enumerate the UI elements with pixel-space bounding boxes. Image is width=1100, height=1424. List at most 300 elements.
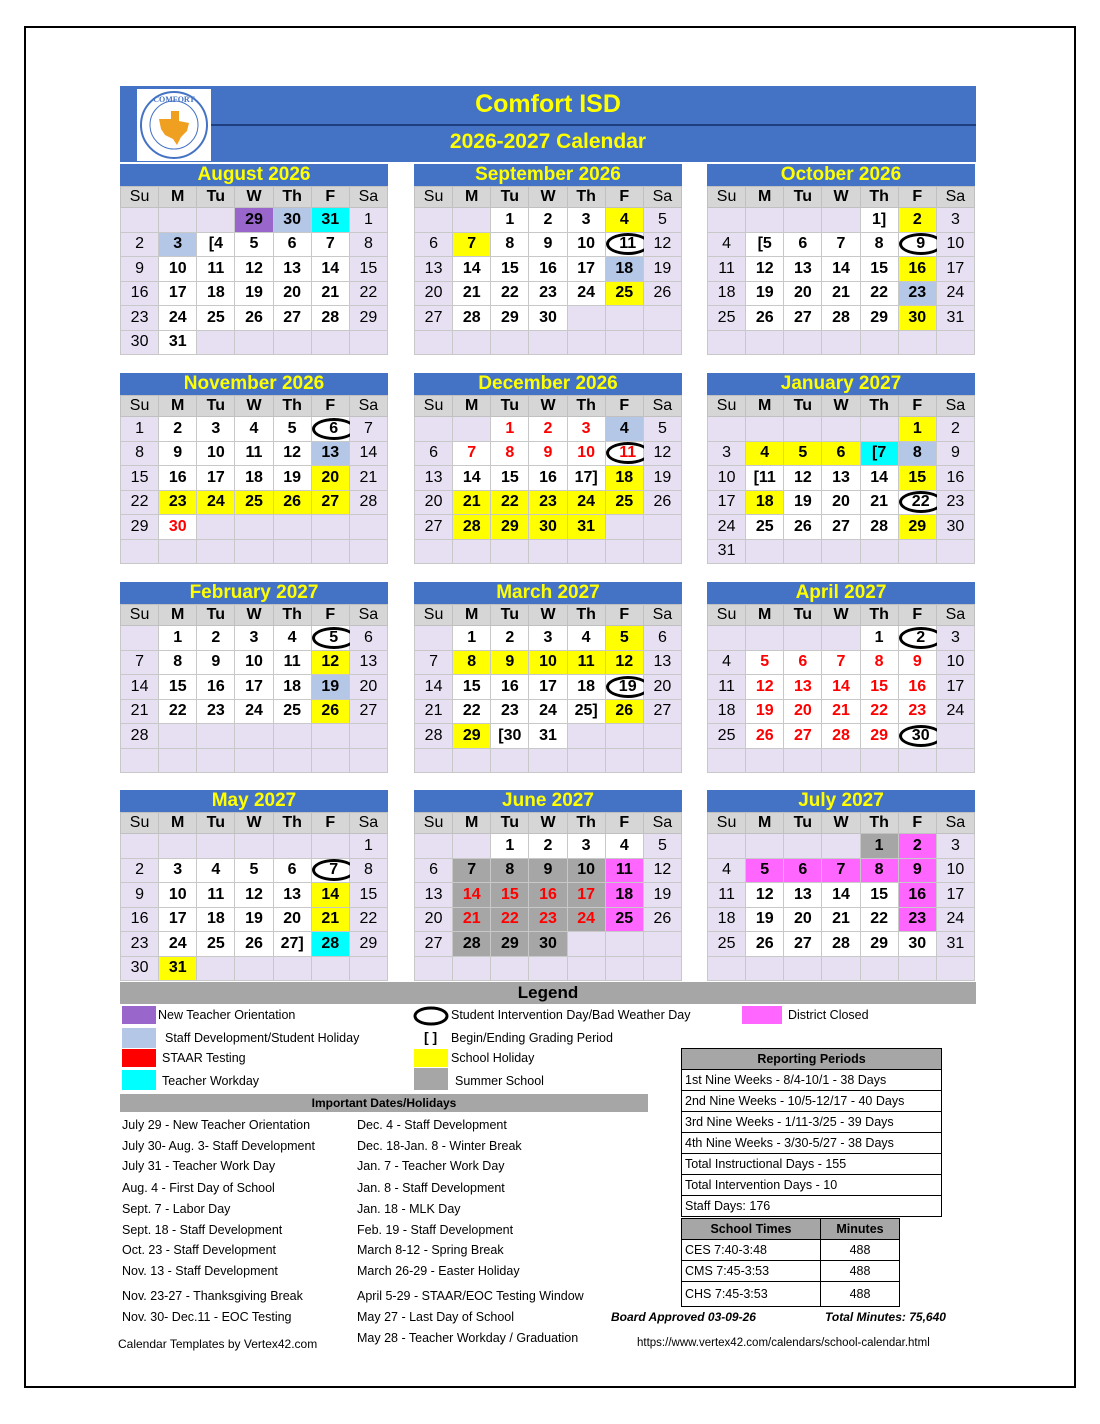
important-date: Dec. 4 - Staff Development — [357, 1118, 507, 1132]
empty-day-cell — [822, 626, 860, 651]
day-number: 23 — [946, 493, 965, 511]
day-cell — [898, 675, 936, 700]
day-number: 12 — [653, 861, 672, 879]
day-cell — [529, 883, 567, 908]
day-number: 19 — [321, 677, 340, 695]
day-cell — [746, 515, 784, 540]
day-number: 27 — [832, 517, 850, 535]
day-cell — [415, 466, 453, 491]
day-number: 15 — [908, 468, 927, 486]
day-number: 11 — [718, 677, 735, 695]
day-number: 20 — [424, 910, 443, 928]
day-cell — [898, 306, 936, 331]
day-cell — [708, 281, 746, 306]
day-number: 18 — [717, 284, 736, 302]
day-number: 29 — [500, 517, 519, 535]
day-cell — [605, 699, 643, 724]
empty-day-cell — [197, 330, 235, 355]
day-number: 2 — [543, 419, 553, 437]
day-cell — [567, 466, 605, 491]
day-cell — [311, 441, 349, 466]
weekday-header: F — [311, 605, 349, 626]
day-cell — [936, 650, 974, 675]
day-number: 9 — [950, 444, 960, 462]
important-date: April 5-29 - STAAR/EOC Testing Window — [357, 1289, 584, 1303]
day-number: 29 — [130, 517, 149, 535]
empty-day-cell — [415, 626, 453, 651]
empty-day-cell — [643, 330, 681, 355]
day-cell — [529, 306, 567, 331]
day-cell — [415, 699, 453, 724]
day-cell — [784, 907, 822, 932]
day-cell — [567, 281, 605, 306]
day-number: 27] — [280, 934, 304, 952]
day-cell — [491, 232, 529, 257]
day-cell — [898, 232, 936, 257]
weekday-header: W — [529, 396, 567, 417]
day-cell — [746, 257, 784, 282]
day-cell — [605, 626, 643, 651]
day-cell — [567, 675, 605, 700]
important-date: Sept. 18 - Staff Development — [122, 1223, 283, 1237]
source-url[interactable]: https://www.vertex42.com/calendars/school-calendar.html — [637, 1337, 930, 1349]
day-cell — [936, 834, 974, 859]
weekday-header: Su — [121, 813, 159, 834]
day-number: 25 — [206, 308, 225, 326]
day-cell — [415, 306, 453, 331]
day-cell — [349, 699, 387, 724]
weekday-header: M — [159, 187, 197, 208]
day-cell — [197, 907, 235, 932]
empty-day-cell — [567, 306, 605, 331]
day-cell — [159, 515, 197, 540]
day-cell — [273, 208, 311, 233]
day-number: 7 — [836, 653, 846, 671]
day-cell — [605, 650, 643, 675]
day-cell — [746, 232, 784, 257]
weekday-header: Su — [415, 813, 453, 834]
empty-day-cell — [235, 834, 273, 859]
day-cell — [567, 441, 605, 466]
day-number: 16 — [500, 677, 519, 695]
day-cell — [197, 281, 235, 306]
day-number: 16 — [908, 885, 927, 903]
day-cell — [453, 932, 491, 957]
day-cell — [121, 699, 159, 724]
day-cell — [860, 883, 898, 908]
day-number: 25] — [574, 702, 598, 720]
day-number: 2 — [211, 628, 221, 646]
day-cell — [860, 490, 898, 515]
day-number: 1 — [874, 836, 884, 854]
day-cell — [746, 490, 784, 515]
empty-day-cell — [708, 330, 746, 355]
day-cell — [529, 208, 567, 233]
day-number: 6 — [836, 444, 846, 462]
day-number: 24 — [245, 702, 263, 720]
day-cell — [936, 441, 974, 466]
day-cell — [235, 883, 273, 908]
empty-day-cell — [529, 330, 567, 355]
day-cell — [567, 907, 605, 932]
day-cell — [121, 858, 159, 883]
day-cell — [605, 208, 643, 233]
day-cell — [121, 956, 159, 981]
day-number: 1 — [912, 419, 922, 437]
day-number: 13 — [424, 468, 443, 486]
day-number: 5 — [287, 419, 297, 437]
empty-day-cell — [273, 834, 311, 859]
day-number: 15 — [359, 259, 378, 277]
day-number: 14 — [870, 468, 889, 486]
day-cell — [936, 883, 974, 908]
day-number: 2 — [135, 235, 145, 253]
empty-day-cell — [491, 330, 529, 355]
day-number: 27 — [793, 308, 812, 326]
weekday-header: Su — [121, 187, 159, 208]
day-number: 9 — [505, 653, 515, 671]
day-number: 4 — [619, 419, 629, 437]
day-number: 6 — [798, 861, 808, 879]
weekday-header: Sa — [936, 187, 974, 208]
day-cell — [936, 932, 974, 957]
minutes-cell: 488 — [821, 1240, 900, 1261]
day-number: 17 — [168, 284, 187, 302]
day-number: 27 — [283, 308, 302, 326]
day-number: 14 — [462, 259, 481, 277]
day-cell — [349, 883, 387, 908]
day-number: 7 — [325, 235, 335, 253]
day-number: 1 — [363, 210, 373, 228]
month-title: May 2027 — [120, 790, 388, 812]
day-number: 2 — [135, 861, 145, 879]
day-cell — [491, 466, 529, 491]
day-number: 8 — [467, 653, 477, 671]
day-cell — [159, 330, 197, 355]
day-cell — [197, 466, 235, 491]
weekday-header: Tu — [491, 187, 529, 208]
day-cell — [936, 232, 974, 257]
day-cell — [121, 650, 159, 675]
day-number: 13 — [653, 653, 672, 671]
day-number: 13 — [283, 885, 302, 903]
empty-day-cell — [822, 330, 860, 355]
day-number: 28 — [321, 308, 340, 326]
day-number: 1 — [467, 628, 477, 646]
day-cell — [708, 883, 746, 908]
day-cell — [235, 675, 273, 700]
day-number: 20 — [321, 468, 340, 486]
day-cell — [197, 699, 235, 724]
day-number: 11 — [606, 442, 650, 464]
day-number: 10 — [577, 235, 596, 253]
day-number: 29 — [870, 308, 889, 326]
day-cell — [197, 306, 235, 331]
day-number: 8 — [505, 861, 515, 879]
day-cell — [491, 208, 529, 233]
important-date: July 31 - Teacher Work Day — [122, 1159, 276, 1173]
empty-day-cell — [197, 956, 235, 981]
day-number: 6 — [798, 653, 808, 671]
empty-day-cell — [643, 932, 681, 957]
day-cell — [746, 675, 784, 700]
day-number: 3 — [249, 628, 259, 646]
empty-day-cell — [708, 208, 746, 233]
day-cell — [311, 466, 349, 491]
day-number: 24 — [577, 284, 596, 302]
weekday-header: Su — [708, 605, 746, 626]
day-cell — [898, 724, 936, 749]
weekday-header: Su — [708, 396, 746, 417]
day-cell — [605, 883, 643, 908]
day-cell — [273, 907, 311, 932]
day-number: 18 — [615, 468, 634, 486]
day-number: 28 — [462, 934, 481, 952]
day-number: 3 — [581, 836, 591, 854]
day-number: 5 — [619, 628, 629, 646]
day-number: 13 — [359, 653, 378, 671]
day-cell — [643, 232, 681, 257]
day-cell — [121, 515, 159, 540]
day-number: 22 — [870, 284, 889, 302]
weekday-header: W — [822, 605, 860, 626]
weekday-header: M — [159, 605, 197, 626]
weekday-header: Th — [273, 605, 311, 626]
day-cell — [567, 650, 605, 675]
empty-day-cell — [784, 748, 822, 773]
day-number: [4 — [208, 235, 223, 253]
day-number: 13 — [283, 259, 302, 277]
school-times-header: School Times — [682, 1219, 821, 1240]
day-number: 25 — [615, 910, 634, 928]
empty-day-cell — [273, 515, 311, 540]
empty-day-cell — [311, 539, 349, 564]
day-number: 27 — [321, 493, 340, 511]
day-cell — [822, 883, 860, 908]
day-cell — [311, 883, 349, 908]
day-cell — [708, 441, 746, 466]
day-cell — [453, 650, 491, 675]
month-title: June 2027 — [414, 790, 682, 812]
day-number: 17 — [946, 259, 965, 277]
day-number: 23 — [908, 702, 927, 720]
district-logo — [137, 89, 211, 161]
weekday-header: F — [605, 813, 643, 834]
day-number: 17 — [946, 677, 965, 695]
day-cell — [784, 441, 822, 466]
day-number: 10 — [168, 885, 187, 903]
day-number: 30 — [946, 517, 965, 535]
day-number: [30 — [498, 726, 522, 744]
empty-day-cell — [605, 306, 643, 331]
empty-day-cell — [415, 834, 453, 859]
day-number: 17 — [245, 677, 263, 695]
empty-day-cell — [936, 956, 974, 981]
weekday-header: Th — [567, 605, 605, 626]
day-number: [11 — [753, 468, 776, 486]
weekday-header: Sa — [349, 813, 387, 834]
day-cell — [415, 515, 453, 540]
day-number: 9 — [899, 233, 943, 255]
day-cell — [936, 306, 974, 331]
day-cell — [491, 306, 529, 331]
day-number: 15 — [359, 885, 378, 903]
day-number: 27 — [653, 702, 672, 720]
day-cell — [491, 699, 529, 724]
weekday-header: F — [898, 187, 936, 208]
day-number: 22 — [130, 493, 149, 511]
day-number: 9 — [912, 861, 922, 879]
circle-legend-icon — [412, 1005, 450, 1027]
weekday-header: Th — [567, 396, 605, 417]
day-number: 25 — [755, 517, 774, 535]
day-number: 6 — [429, 861, 439, 879]
day-cell — [415, 907, 453, 932]
day-number: 24 — [946, 910, 965, 928]
day-cell — [415, 883, 453, 908]
weekday-header: Th — [273, 813, 311, 834]
empty-day-cell — [567, 748, 605, 773]
month-title: September 2026 — [414, 164, 682, 186]
day-cell — [235, 907, 273, 932]
weekday-header: M — [746, 813, 784, 834]
legend-summer-school: Summer School — [455, 1074, 544, 1088]
day-number: 29 — [359, 308, 378, 326]
day-number: 8 — [363, 861, 373, 879]
day-number: 5 — [657, 419, 667, 437]
day-cell — [860, 515, 898, 540]
day-number: 19 — [653, 468, 672, 486]
day-number: 4 — [619, 836, 629, 854]
reporting-row: Staff Days: 176 — [682, 1196, 942, 1217]
day-cell — [605, 858, 643, 883]
empty-day-cell — [605, 932, 643, 957]
reporting-row: Total Instructional Days - 155 — [682, 1154, 942, 1175]
day-number: 9 — [543, 444, 553, 462]
empty-day-cell — [453, 748, 491, 773]
day-number: 6 — [429, 235, 439, 253]
important-date: Feb. 19 - Staff Development — [357, 1223, 514, 1237]
day-cell — [708, 675, 746, 700]
day-number: 8 — [505, 444, 515, 462]
day-cell — [159, 675, 197, 700]
important-date: Jan. 18 - MLK Day — [357, 1202, 461, 1216]
day-number: 29 — [500, 308, 519, 326]
day-number: 15 — [500, 468, 519, 486]
calendar-header — [120, 86, 976, 162]
day-cell — [898, 907, 936, 932]
day-number: 21 — [832, 284, 850, 302]
day-cell — [235, 699, 273, 724]
day-number: 21 — [462, 910, 481, 928]
empty-day-cell — [159, 834, 197, 859]
day-cell — [529, 650, 567, 675]
day-cell — [197, 626, 235, 651]
weekday-header: Su — [708, 187, 746, 208]
day-number: 10 — [946, 861, 965, 879]
weekday-header: Sa — [349, 187, 387, 208]
day-cell — [453, 441, 491, 466]
weekday-header: Th — [273, 187, 311, 208]
weekday-header: F — [311, 813, 349, 834]
day-cell — [235, 417, 273, 442]
day-cell — [936, 626, 974, 651]
day-cell — [235, 208, 273, 233]
empty-day-cell — [860, 956, 898, 981]
empty-day-cell — [708, 956, 746, 981]
day-number: 10 — [539, 653, 557, 671]
day-cell — [708, 257, 746, 282]
day-number: 13 — [424, 259, 443, 277]
day-number: 21 — [832, 910, 850, 928]
day-cell — [273, 490, 311, 515]
day-number: 26 — [755, 308, 774, 326]
day-number: 20 — [793, 702, 812, 720]
day-number: [7 — [872, 444, 887, 462]
day-cell — [860, 626, 898, 651]
empty-day-cell — [605, 956, 643, 981]
day-cell — [121, 675, 159, 700]
day-number: 15 — [870, 677, 889, 695]
day-cell — [159, 858, 197, 883]
day-number: 24 — [168, 308, 187, 326]
day-number: 30 — [283, 210, 302, 228]
day-cell — [860, 932, 898, 957]
day-cell — [491, 441, 529, 466]
day-number: 15 — [870, 259, 889, 277]
day-number: 7 — [836, 861, 846, 879]
swatch-summer-school — [414, 1068, 448, 1090]
day-cell — [708, 907, 746, 932]
day-number: 31 — [946, 308, 965, 326]
day-number: 19 — [755, 910, 774, 928]
day-cell — [273, 417, 311, 442]
empty-day-cell — [708, 748, 746, 773]
weekday-header: M — [453, 396, 491, 417]
empty-day-cell — [746, 208, 784, 233]
day-cell — [311, 232, 349, 257]
day-cell — [746, 650, 784, 675]
day-number: 14 — [321, 259, 340, 277]
day-cell — [605, 490, 643, 515]
weekday-header: Tu — [784, 396, 822, 417]
day-cell — [311, 650, 349, 675]
svg-text:COMFORT: COMFORT — [153, 95, 195, 104]
empty-day-cell — [273, 330, 311, 355]
important-date: Dec. 18-Jan. 8 - Winter Break — [357, 1139, 522, 1153]
day-number: 20 — [793, 910, 812, 928]
day-cell — [311, 675, 349, 700]
day-cell — [860, 208, 898, 233]
day-cell — [822, 281, 860, 306]
day-number: 22 — [870, 702, 889, 720]
empty-day-cell — [311, 748, 349, 773]
day-number: 2 — [912, 210, 922, 228]
empty-day-cell — [860, 748, 898, 773]
day-number: 12 — [283, 444, 302, 462]
day-cell — [643, 858, 681, 883]
day-cell — [860, 441, 898, 466]
day-number: 11 — [615, 861, 633, 879]
day-number: 3 — [950, 628, 960, 646]
day-number: 1 — [173, 628, 183, 646]
day-cell — [822, 466, 860, 491]
legend-intervention: Student Intervention Day/Bad Weather Day — [451, 1008, 691, 1022]
day-number: 26 — [615, 702, 634, 720]
day-cell — [121, 257, 159, 282]
empty-day-cell — [311, 724, 349, 749]
day-cell — [822, 490, 860, 515]
